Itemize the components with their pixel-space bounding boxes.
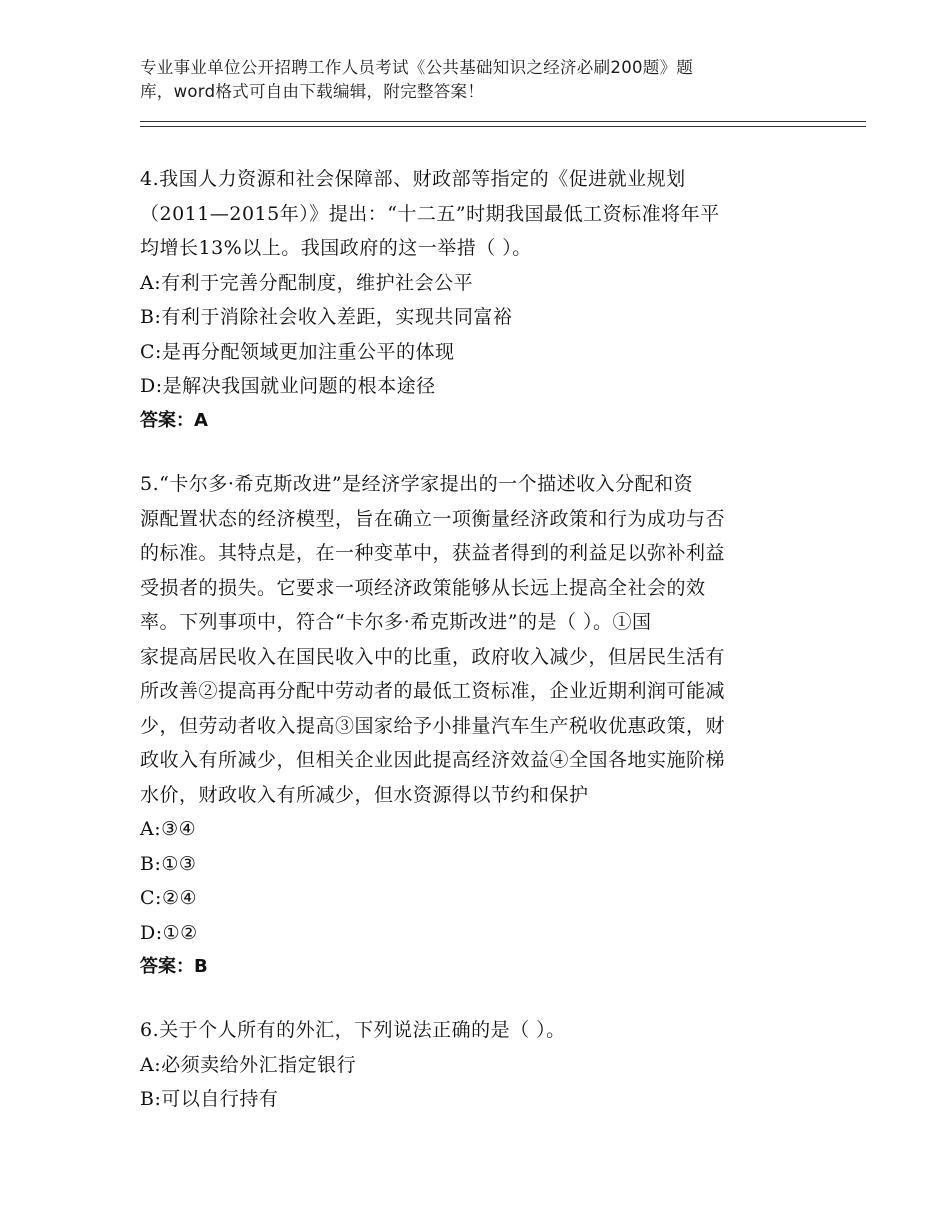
header-divider-bottom: [140, 126, 866, 127]
question-5-option-b: B:①③: [140, 852, 197, 875]
question-4-option-b: B:有利于消除社会收入差距，实现共同富裕: [140, 306, 513, 328]
question-5-stem-line-6: 家提高居民收入在国民收入中的比重，政府收入减少，但居民生活有: [140, 645, 726, 668]
question-6-option-b: B:可以自行持有: [140, 1088, 279, 1110]
question-5-stem-line-3: 的标准。其特点是，在一种变革中，获益者得到的利益足以弥补利益: [140, 542, 726, 564]
question-5-stem-line-8: 少，但劳动者收入提高③国家给予小排量汽车生产税收优惠政策，财: [140, 714, 726, 737]
header-line-1: 专业事业单位公开招聘工作人员考试《公共基础知识之经济必刷200题》题: [140, 58, 694, 77]
question-5-option-a: A:③④: [140, 818, 197, 840]
question-5-option-d: D:①②: [140, 921, 198, 944]
question-4-stem-line-2: （2011—2015年）》提出：“十二五”时期我国最低工资标准将年平: [140, 202, 720, 225]
question-5-stem-line-7: 所改善②提高再分配中劳动者的最低工资标准，企业近期利润可能减: [140, 680, 726, 702]
document-header: [140, 56, 780, 104]
question-4-answer: 答案：A: [140, 409, 208, 431]
question-6-stem-line-1: 6.关于个人所有的外汇，下列说法正确的是（ ）。: [140, 1019, 566, 1041]
question-5-stem-line-9: 政收入有所减少，但相关企业因此提高经济效益④全国各地实施阶梯: [140, 749, 726, 771]
question-6: [140, 1013, 805, 1117]
question-5-stem-line-10: 水价，财政收入有所减少，但水资源得以节约和保护: [140, 783, 589, 806]
question-5-option-c: C:②④: [140, 887, 198, 909]
question-4-stem-line-1: 4.我国人力资源和社会保障部、财政部等指定的《促进就业规划: [140, 168, 686, 190]
question-6-option-a: A:必须卖给外汇指定银行: [140, 1053, 357, 1076]
question-4-stem-line-3: 均增长13%以上。我国政府的这一举措（ ）。: [140, 237, 532, 259]
question-5-stem-line-1: 5.“卡尔多·希克斯改进”是经济学家提出的一个描述收入分配和资: [140, 473, 694, 495]
question-5-stem-line-5: 率。下列事项中，符合“卡尔多·希克斯改进”的是（ ）。①国: [140, 611, 652, 633]
question-5-stem-line-2: 源配置状态的经济模型，旨在确立一项衡量经济政策和行为成功与否: [140, 507, 726, 530]
question-4-option-d: D:是解决我国就业问题的根本途径: [140, 375, 436, 397]
question-5: [140, 467, 805, 985]
question-4: [140, 162, 805, 438]
question-5-answer: 答案：B: [140, 956, 208, 977]
question-4-option-a: A:有利于完善分配制度，维护社会公平: [140, 271, 474, 294]
header-divider-top: [140, 121, 866, 122]
header-line-2: 库，word格式可自由下载编辑，附完整答案！: [140, 82, 485, 101]
question-5-stem-line-4: 受损者的损失。它要求一项经济政策能够从长远上提高全社会的效: [140, 576, 706, 599]
question-4-option-c: C:是再分配领域更加注重公平的体现: [140, 340, 455, 363]
